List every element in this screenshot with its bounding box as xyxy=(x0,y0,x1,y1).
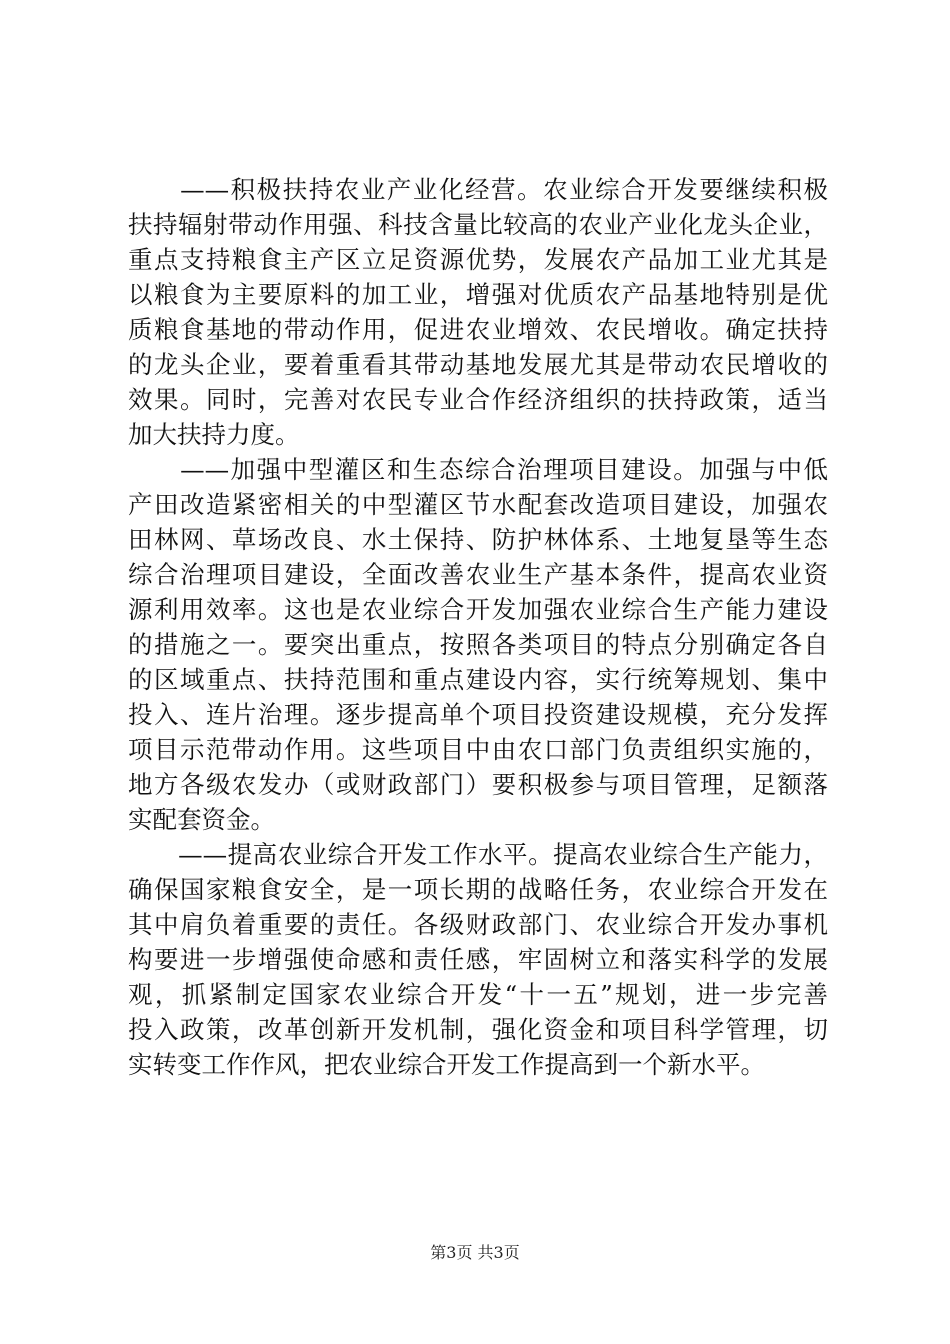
text-line: 综合治理项目建设，全面改善农业生产基本条件，提高农业资 xyxy=(128,560,828,589)
paragraph-3 xyxy=(128,837,828,1082)
document-body xyxy=(128,172,828,1082)
paragraph-1 xyxy=(128,172,828,452)
text-line: 投入、连片治理。逐步提高单个项目投资建设规模，充分发挥 xyxy=(128,700,828,729)
text-line: 地方各级农发办（或财政部门）要积极参与项目管理，足额落 xyxy=(128,770,828,799)
text-line: 其中肩负着重要的责任。各级财政部门、农业综合开发办事机 xyxy=(128,910,828,939)
text-line: 重点支持粮食主产区立足资源优势，发展农产品加工业尤其是 xyxy=(128,245,828,274)
text-line: 确保国家粮食安全，是一项长期的战略任务，农业综合开发在 xyxy=(128,875,828,904)
text-line: 的区域重点、扶持范围和重点建设内容，实行统筹规划、集中 xyxy=(128,665,828,694)
text-line: 产田改造紧密相关的中型灌区节水配套改造项目建设，加强农 xyxy=(128,490,828,519)
page-footer: 第3页 共3页 xyxy=(430,1243,520,1262)
text-line: ——提高农业综合开发工作水平。提高农业综合生产能力， xyxy=(128,840,828,869)
text-line: 源利用效率。这也是农业综合开发加强农业综合生产能力建设 xyxy=(128,595,828,624)
text-line: 以粮食为主要原料的加工业，增强对优质农产品基地特别是优 xyxy=(128,280,828,309)
text-line: 的龙头企业，要着重看其带动基地发展尤其是带动农民增收的 xyxy=(128,350,828,379)
text-line: 构要进一步增强使命感和责任感，牢固树立和落实科学的发展 xyxy=(128,945,828,974)
text-line: 田林网、草场改良、水土保持、防护林体系、土地复垦等生态 xyxy=(128,525,828,554)
paragraph-2 xyxy=(128,452,828,837)
text-line: ——加强中型灌区和生态综合治理项目建设。加强与中低 xyxy=(128,455,828,484)
text-line: ——积极扶持农业产业化经营。农业综合开发要继续积极 xyxy=(128,175,828,204)
text-line: 的措施之一。要突出重点，按照各类项目的特点分别确定各自 xyxy=(128,630,828,659)
text-line: 质粮食基地的带动作用，促进农业增效、农民增收。确定扶持 xyxy=(128,315,828,344)
text-line: 加大扶持力度。 xyxy=(128,420,300,449)
text-line: 效果。同时，完善对农民专业合作经济组织的扶持政策，适当 xyxy=(128,385,828,414)
text-line: 项目示范带动作用。这些项目中由农口部门负责组织实施的， xyxy=(128,735,828,764)
text-line: 观，抓紧制定国家农业综合开发“十一五”规划，进一步完善 xyxy=(128,980,828,1009)
text-line: 扶持辐射带动作用强、科技含量比较高的农业产业化龙头企业， xyxy=(128,210,828,239)
text-line: 投入政策，改革创新开发机制，强化资金和项目科学管理，切 xyxy=(128,1015,828,1044)
text-line: 实配套资金。 xyxy=(128,805,275,834)
text-line: 实转变工作作风，把农业综合开发工作提高到一个新水平。 xyxy=(128,1050,765,1079)
